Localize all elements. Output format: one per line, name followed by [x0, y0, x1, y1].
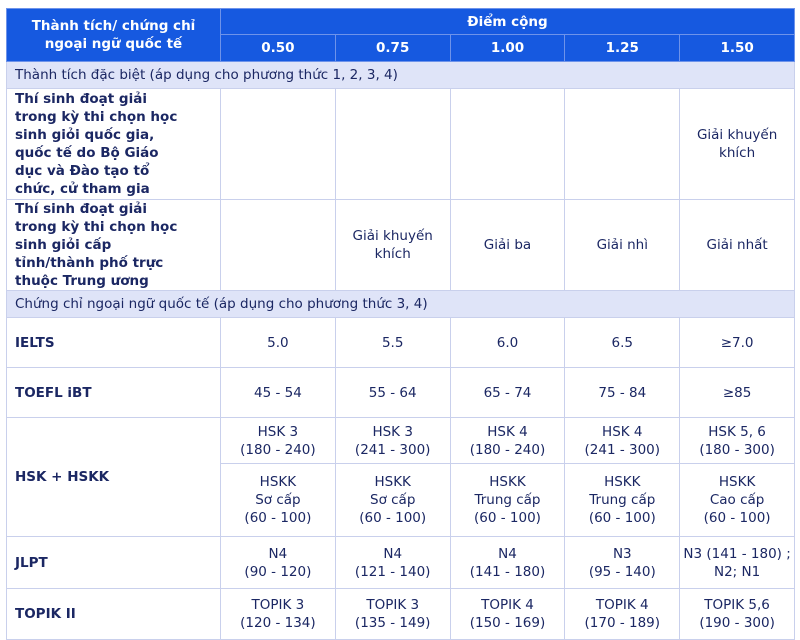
header-point-4: 1.50 — [680, 35, 795, 62]
header-point-1: 0.75 — [335, 35, 450, 62]
cell: HSK 3 (241 - 300) — [335, 418, 450, 464]
cell: 55 - 64 — [335, 368, 450, 418]
cell: Giải khuyến khích — [680, 89, 795, 200]
cell — [335, 89, 450, 200]
cell: HSKK Cao cấp (60 - 100) — [680, 464, 795, 537]
cell: Giải khuyến khích — [335, 200, 450, 291]
cell: HSK 4 (180 - 240) — [450, 418, 565, 464]
row-label: Thí sinh đoạt giải trong kỳ thi chọn học sinh giỏi quốc gia, quốc tế do Bộ Giáo dục và Đào tạo tổ chức, cử tham gia — [7, 89, 221, 200]
cell: 75 - 84 — [565, 368, 680, 418]
row-label: HSK + HSKK — [7, 418, 221, 537]
cell: 45 - 54 — [221, 368, 336, 418]
table-row — [7, 589, 795, 640]
section-title: Chứng chỉ ngoại ngữ quốc tế (áp dụng cho phương thức 3, 4) — [7, 291, 795, 318]
cell: Giải ba — [450, 200, 565, 291]
row-label: JLPT — [7, 537, 221, 589]
cell: TOPIK 5,6 (190 - 300) — [680, 589, 795, 640]
table-row — [7, 537, 795, 589]
header-point-0: 0.50 — [221, 35, 336, 62]
bonus-points-table — [6, 8, 795, 640]
cell: N4 (90 - 120) — [221, 537, 336, 589]
cell: 5.5 — [335, 318, 450, 368]
header-point-3: 1.25 — [565, 35, 680, 62]
cell: 5.0 — [221, 318, 336, 368]
cell: TOPIK 3 (135 - 149) — [335, 589, 450, 640]
cell: HSK 3 (180 - 240) — [221, 418, 336, 464]
table-row — [7, 200, 795, 291]
row-label: Thí sinh đoạt giải trong kỳ thi chọn học sinh giỏi cấp tỉnh/thành phố trực thuộc Trung ương — [7, 200, 221, 291]
cell: HSK 4 (241 - 300) — [565, 418, 680, 464]
cell: N3 (141 - 180) ; N2; N1 — [680, 537, 795, 589]
cell: N4 (141 - 180) — [450, 537, 565, 589]
cell: N4 (121 - 140) — [335, 537, 450, 589]
header-criteria: Thành tích/ chứng chỉ ngoại ngữ quốc tế — [7, 9, 221, 62]
cell: ≥85 — [680, 368, 795, 418]
cell: 6.0 — [450, 318, 565, 368]
cell — [221, 200, 336, 291]
cell: 6.5 — [565, 318, 680, 368]
row-label: TOPIK II — [7, 589, 221, 640]
cell: TOPIK 3 (120 - 134) — [221, 589, 336, 640]
section-header — [7, 62, 795, 89]
cell: ≥7.0 — [680, 318, 795, 368]
cell: HSKK Sơ cấp (60 - 100) — [221, 464, 336, 537]
cell — [450, 89, 565, 200]
cell — [221, 89, 336, 200]
cell: TOPIK 4 (170 - 189) — [565, 589, 680, 640]
section-title: Thành tích đặc biệt (áp dụng cho phương thức 1, 2, 3, 4) — [7, 62, 795, 89]
cell: HSKK Trung cấp (60 - 100) — [450, 464, 565, 537]
cell: 65 - 74 — [450, 368, 565, 418]
row-label: TOEFL iBT — [7, 368, 221, 418]
cell — [565, 89, 680, 200]
cell: N3 (95 - 140) — [565, 537, 680, 589]
cell: Giải nhất — [680, 200, 795, 291]
cell: Giải nhì — [565, 200, 680, 291]
header-bonus-points: Điểm cộng — [221, 9, 795, 35]
cell: HSKK Trung cấp (60 - 100) — [565, 464, 680, 537]
cell: TOPIK 4 (150 - 169) — [450, 589, 565, 640]
table-row — [7, 318, 795, 368]
cell: HSKK Sơ cấp (60 - 100) — [335, 464, 450, 537]
section-header — [7, 291, 795, 318]
header-point-2: 1.00 — [450, 35, 565, 62]
cell: HSK 5, 6 (180 - 300) — [680, 418, 795, 464]
table-row — [7, 368, 795, 418]
table-row — [7, 89, 795, 200]
table-row — [7, 418, 795, 464]
row-label: IELTS — [7, 318, 221, 368]
